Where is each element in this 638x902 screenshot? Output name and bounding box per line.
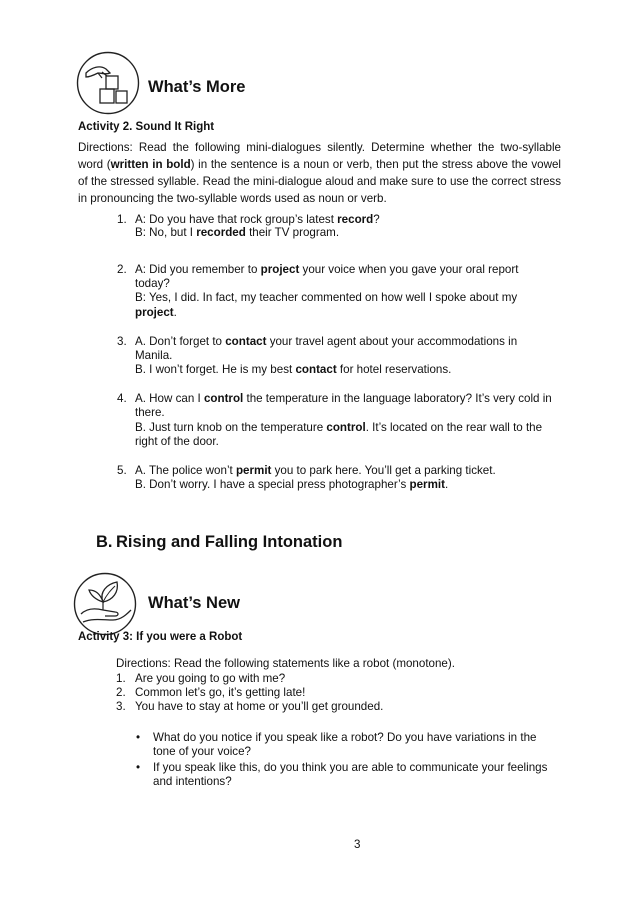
directions-bold: written in bold: [110, 158, 191, 171]
question-line: tone of your voice?: [153, 745, 251, 758]
section-b-label: B.: [96, 533, 113, 551]
statement-number: 3.: [116, 700, 126, 713]
dialogue-line: project.: [135, 306, 177, 319]
directions-pre: Directions: Read the following mini-dialogues silently. Determine whether the two-syllable word (: [78, 141, 561, 171]
item-number: 5.: [117, 464, 127, 477]
activity2-title: Activity 2. Sound It Right: [78, 121, 215, 133]
whats-more-title: What’s More: [148, 78, 246, 96]
item-number: 1.: [117, 213, 127, 226]
dialogue-line: A: Did you remember to project your voice when you gave your oral report: [135, 263, 519, 276]
dialogue-line: today?: [135, 277, 170, 290]
dialogue-line: right of the door.: [135, 435, 219, 448]
question-line: If you speak like this, do you think you are able to communicate your feelings: [153, 761, 548, 774]
question-line: What do you notice if you speak like a robot? Do you have variations in the: [153, 731, 537, 744]
bullet: •: [136, 761, 141, 774]
item-number: 3.: [117, 335, 127, 348]
item-number: 4.: [117, 392, 127, 405]
dialogue-line: B. I won’t forget. He is my best contact for hotel reservations.: [135, 363, 452, 376]
blocks-hand-icon: [76, 51, 140, 115]
question-line: and intentions?: [153, 775, 232, 788]
dialogue-line: Manila.: [135, 349, 173, 362]
statement-text: Common let’s go, it’s getting late!: [135, 686, 306, 699]
activity3-directions: Directions: Read the following statements like a robot (monotone).: [116, 657, 455, 670]
dialogue-line: A. How can I control the temperature in the language laboratory? It’s very cold in: [135, 392, 552, 405]
section-b-title: Rising and Falling Intonation: [116, 533, 343, 551]
statement-text: Are you going to go with me?: [135, 672, 286, 685]
whats-new-title: What’s New: [148, 594, 240, 612]
dialogue-line: B: Yes, I did. In fact, my teacher commented on how well I spoke about my: [135, 291, 518, 304]
statement-number: 2.: [116, 686, 126, 699]
page-number: 3: [354, 838, 361, 851]
dialogue-line: B. Just turn knob on the temperature control. It’s located on the rear wall to the: [135, 421, 543, 434]
dialogue-line: there.: [135, 406, 165, 419]
dialogue-line: B: No, but I recorded their TV program.: [135, 226, 340, 239]
activity2-directions: [78, 139, 561, 207]
plant-hand-icon: [73, 572, 137, 636]
statement-number: 1.: [116, 672, 126, 685]
activity3-title: Activity 3: If you were a Robot: [78, 631, 243, 643]
dialogue-line: B. Don’t worry. I have a special press photographer’s permit.: [135, 478, 449, 491]
item-number: 2.: [117, 263, 127, 276]
dialogue-line: A: Do you have that rock group’s latest record?: [135, 213, 380, 226]
statement-text: You have to stay at home or you’ll get grounded.: [135, 700, 384, 713]
dialogue-line: A. Don’t forget to contact your travel agent about your accommodations in: [135, 335, 518, 348]
directions-post: ) in the sentence is a noun or verb, then put the stress above the vowel of the stressed syllable. Read the mini-dialogue aloud and make sure to use the correct stress in pronouncing the two-syllable words used as noun or verb.: [78, 158, 561, 205]
dialogue-line: A. The police won’t permit you to park here. You’ll get a parking ticket.: [135, 464, 496, 477]
bullet: •: [136, 731, 141, 744]
